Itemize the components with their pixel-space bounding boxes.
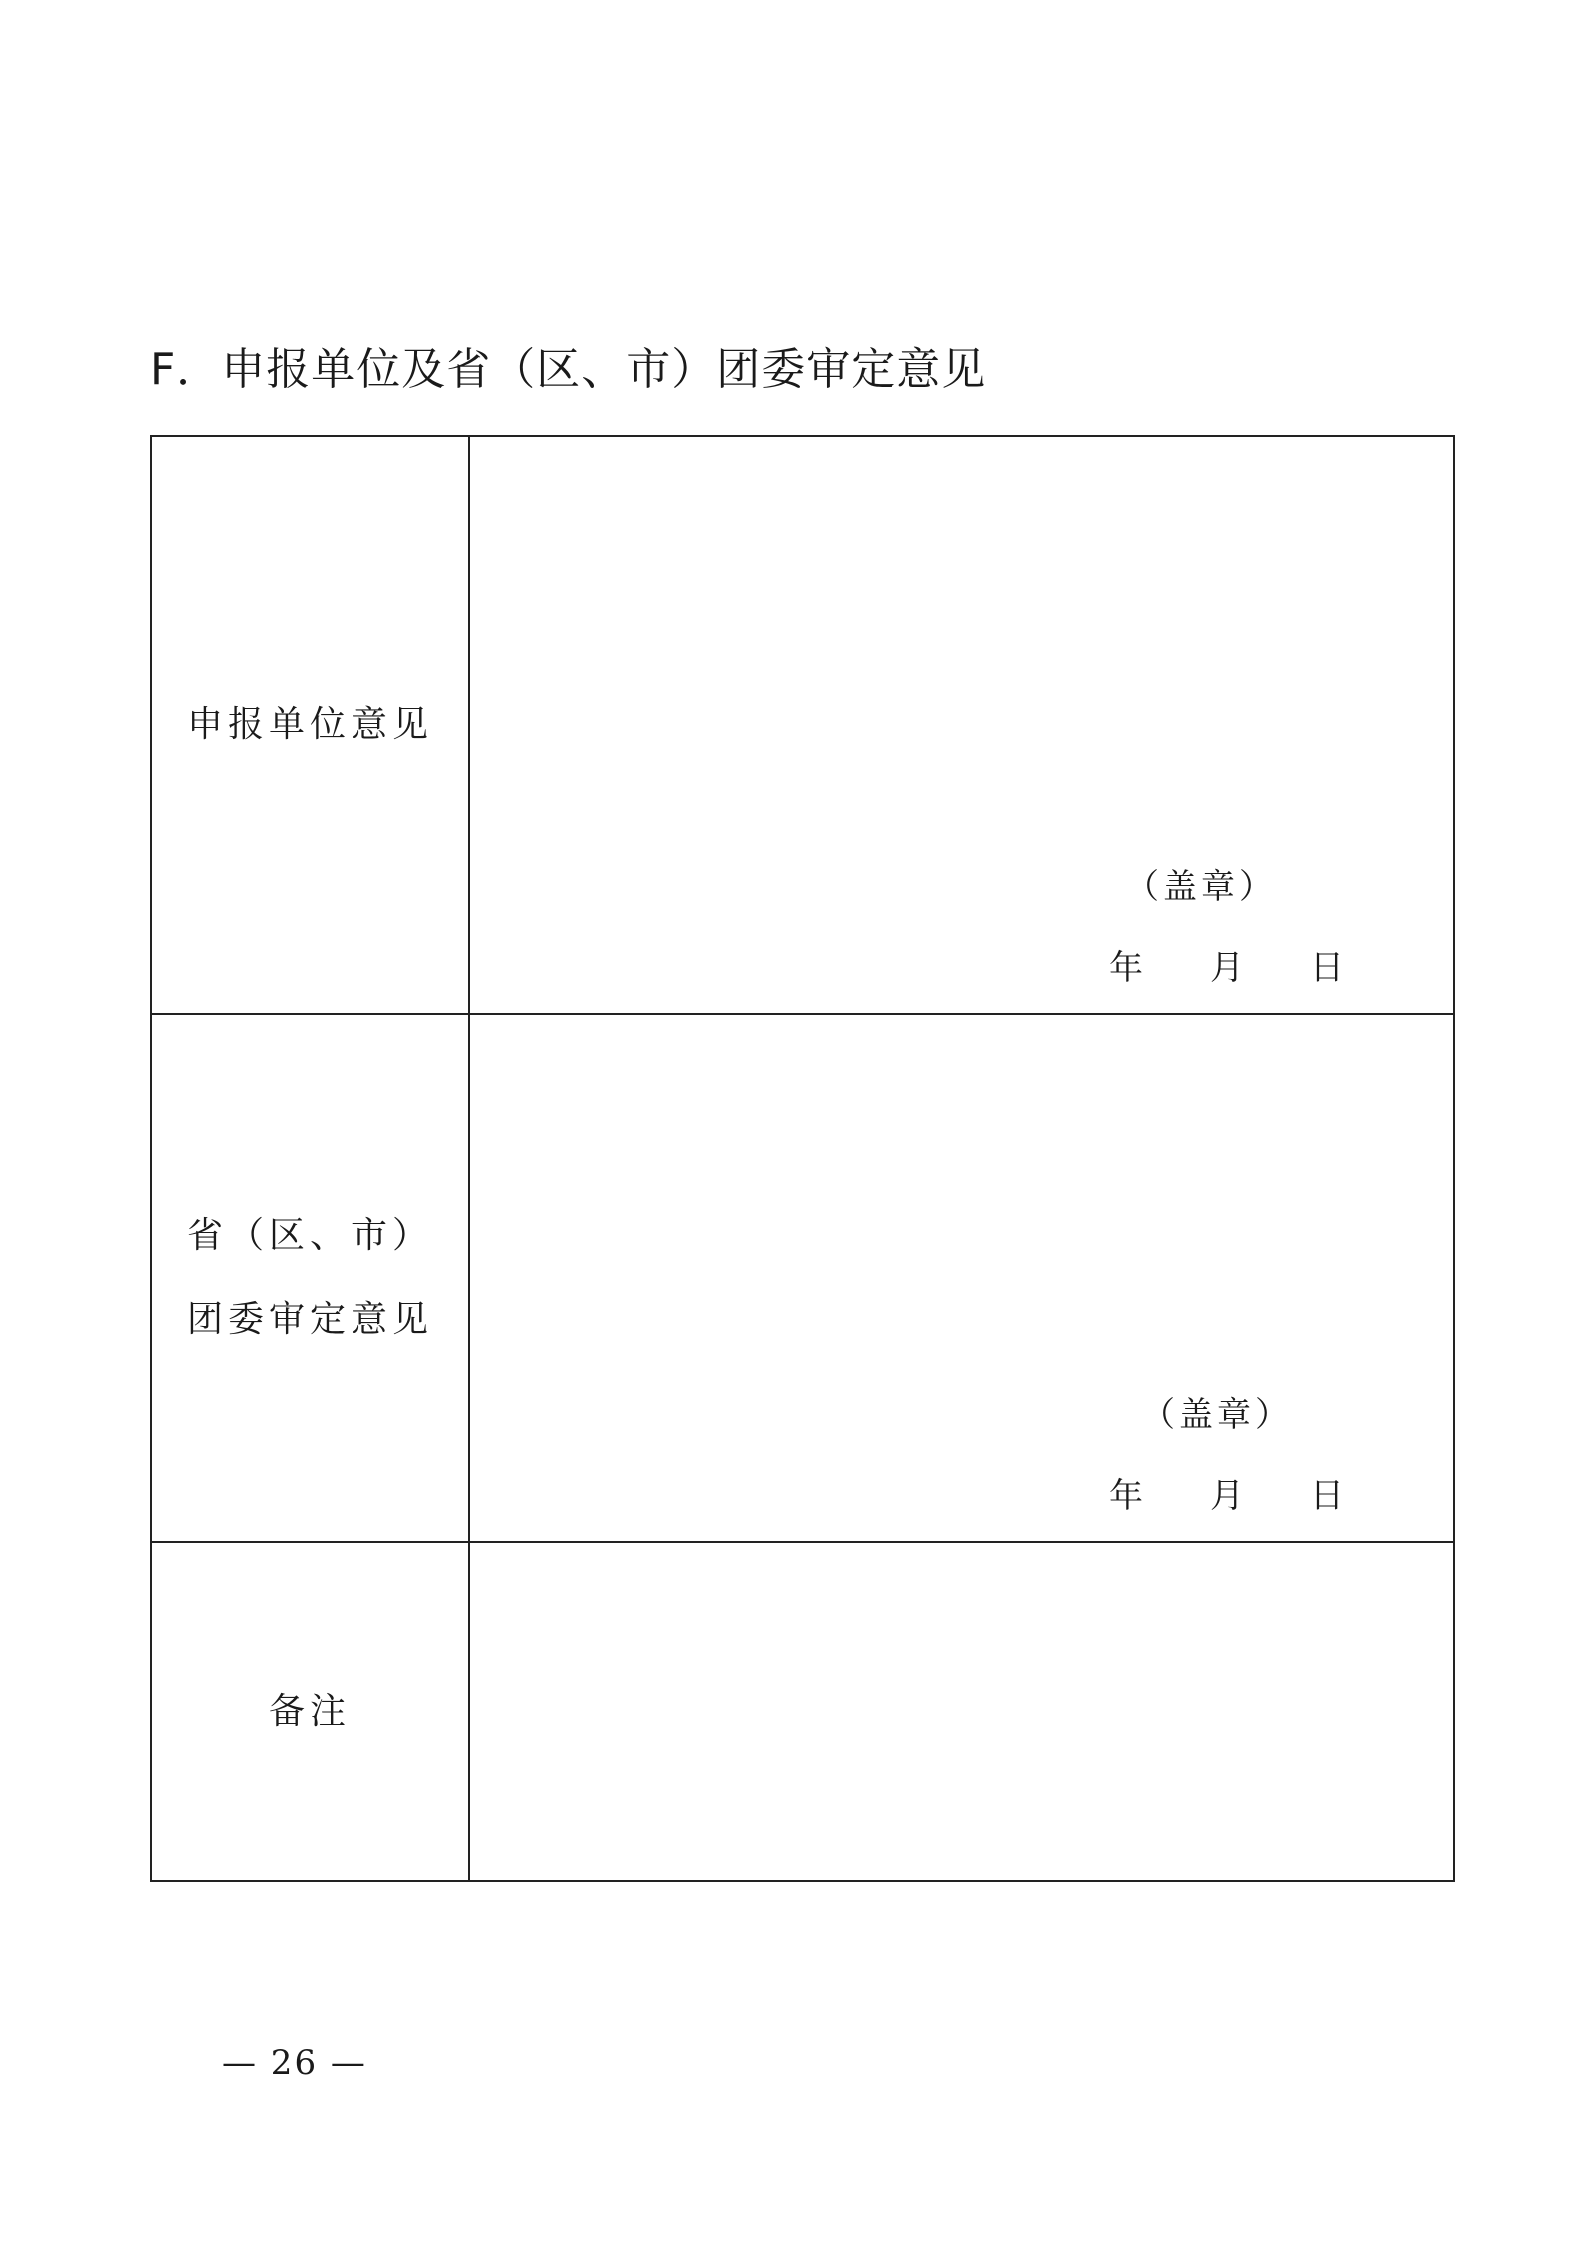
table-row-unit-opinion [151, 436, 1454, 1014]
unit-date-month: 月 [1210, 948, 1244, 988]
league-date-month: 月 [1210, 1476, 1244, 1516]
league-opinion-field[interactable] [469, 1014, 1454, 1542]
remarks-label-line: 备注 [268, 1690, 351, 1732]
table-row-remarks [151, 1542, 1454, 1881]
table-row-league-opinion [151, 1014, 1454, 1542]
league-opinion-label-line-2: 团委审定意见 [186, 1299, 433, 1340]
unit-date-day: 日 [1310, 948, 1344, 988]
unit-date-year: 年 [1109, 948, 1143, 988]
league-opinion-label-line-1: 省（区、市） [186, 1215, 433, 1256]
league-date-year: 年 [1109, 1476, 1143, 1516]
page-number: — 26 — [222, 2043, 367, 2083]
unit-seal-label: （盖章） [1125, 867, 1277, 907]
unit-opinion-field[interactable] [469, 436, 1454, 1014]
remarks-label [151, 1542, 469, 1881]
remarks-field[interactable] [469, 1542, 1454, 1881]
unit-opinion-label-line: 申报单位意见 [186, 704, 433, 745]
review-table [150, 435, 1455, 1882]
league-date-day: 日 [1310, 1476, 1344, 1516]
unit-opinion-label [151, 436, 469, 1014]
league-seal-label: （盖章） [1141, 1395, 1293, 1435]
league-opinion-label [151, 1014, 469, 1542]
section-heading: F．申报单位及省（区、市）团委审定意见 [150, 344, 987, 395]
